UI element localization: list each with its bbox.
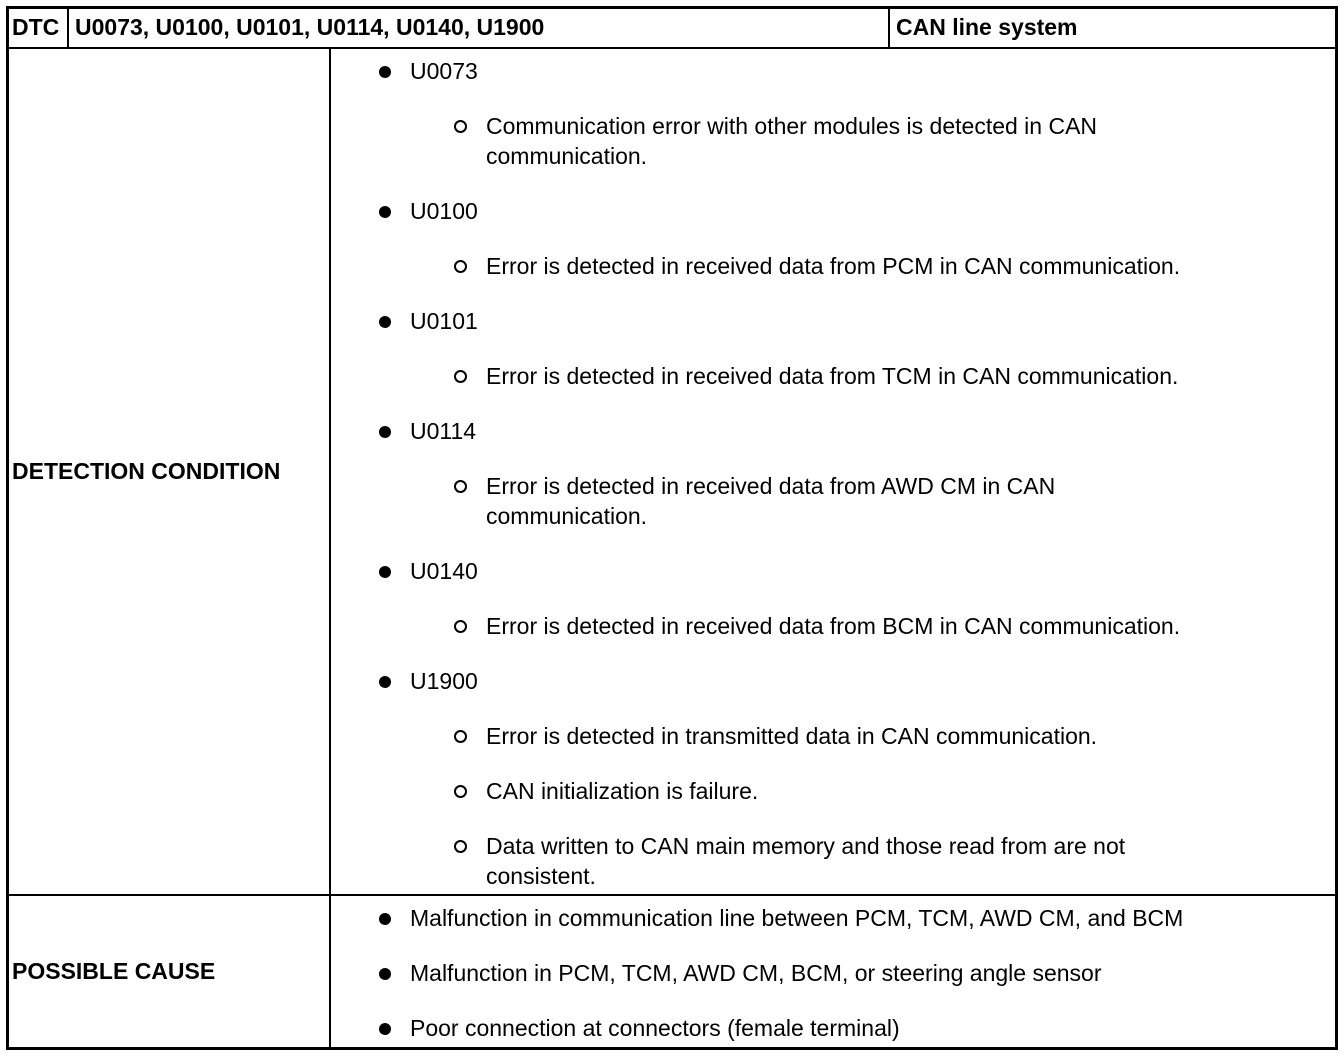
detection-detail: Data written to CAN main memory and those read from are not xyxy=(486,833,1126,859)
detection-detail: communication. xyxy=(486,503,648,529)
dtc-label: DTC xyxy=(12,14,60,40)
sub-bullet-icon xyxy=(454,370,467,383)
bullet-icon xyxy=(379,566,391,578)
bullet-icon xyxy=(379,206,391,218)
dtc-codes: U0073, U0100, U0101, U0114, U0140, U1900 xyxy=(75,14,545,40)
label-col-divider xyxy=(329,47,331,1050)
bullet-icon xyxy=(379,66,391,78)
dtc-code-item: U0140 xyxy=(410,558,478,584)
detection-detail: Error is detected in received data from BCM in CAN communication. xyxy=(486,613,1181,639)
sub-bullet-icon xyxy=(454,730,467,743)
sub-bullet-icon xyxy=(454,785,467,798)
section-divider xyxy=(6,894,1338,896)
detection-detail: Error is detected in received data from PCM in CAN communication. xyxy=(486,253,1181,279)
sub-bullet-icon xyxy=(454,260,467,273)
dtc-col-divider xyxy=(67,6,69,48)
bullet-icon xyxy=(379,316,391,328)
bullet-icon xyxy=(379,426,391,438)
bullet-icon xyxy=(379,1023,391,1035)
cause-item: Malfunction in communication line between PCM, TCM, AWD CM, and BCM xyxy=(410,905,1184,931)
possible-cause-label: POSSIBLE CAUSE xyxy=(12,958,216,984)
detection-detail: consistent. xyxy=(486,863,596,889)
detection-detail: Error is detected in received data from AWD CM in CAN xyxy=(486,473,1056,499)
dtc-code-item: U0114 xyxy=(410,418,477,444)
detection-detail: communication. xyxy=(486,143,648,169)
dtc-code-item: U1900 xyxy=(410,668,478,694)
system-name: CAN line system xyxy=(896,14,1078,40)
sub-bullet-icon xyxy=(454,480,467,493)
detection-detail: CAN initialization is failure. xyxy=(486,778,759,804)
detection-detail: Error is detected in received data from TCM in CAN communication. xyxy=(486,363,1179,389)
dtc-code-item: U0101 xyxy=(410,308,478,334)
detection-detail: Error is detected in transmitted data in CAN communication. xyxy=(486,723,1098,749)
bullet-icon xyxy=(379,968,391,980)
dtc-code-item: U0073 xyxy=(410,58,478,84)
bullet-icon xyxy=(379,913,391,925)
sub-bullet-icon xyxy=(454,840,467,853)
system-col-divider xyxy=(888,6,890,48)
bullet-icon xyxy=(379,676,391,688)
cause-item: Poor connection at connectors (female terminal) xyxy=(410,1015,900,1041)
cause-item: Malfunction in PCM, TCM, AWD CM, BCM, or steering angle sensor xyxy=(410,960,1102,986)
detection-condition-label: DETECTION CONDITION xyxy=(12,458,281,484)
detection-detail: Communication error with other modules is detected in CAN xyxy=(486,113,1098,139)
dtc-code-item: U0100 xyxy=(410,198,478,224)
sub-bullet-icon xyxy=(454,120,467,133)
sub-bullet-icon xyxy=(454,620,467,633)
